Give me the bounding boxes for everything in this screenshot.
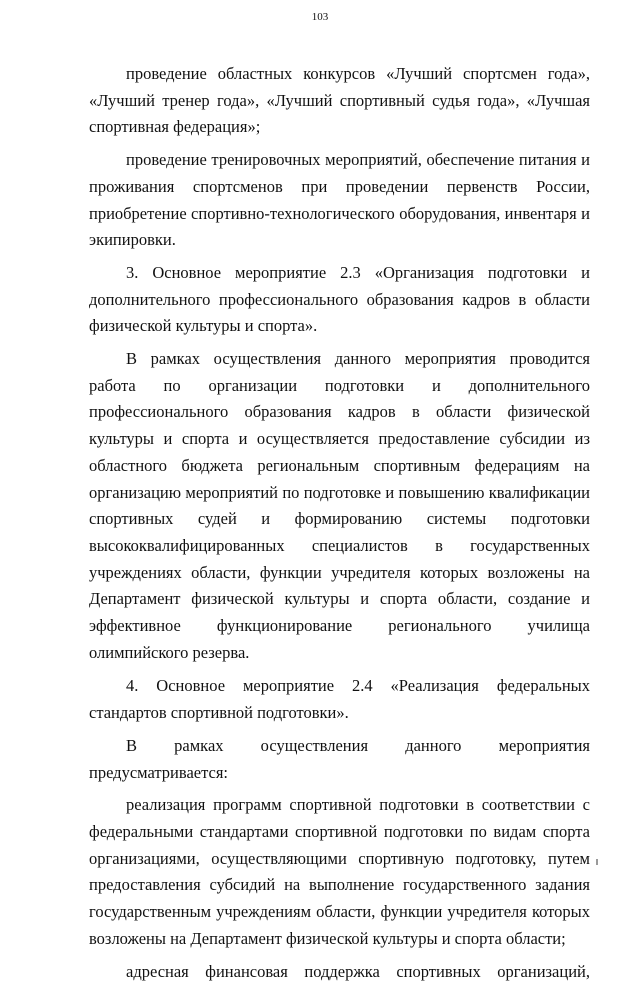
paragraph-training-events: проведение тренировочных мероприятий, обеспечение питания и проживания спортсменов при проведении первенств России, приобретение спортивно-технологического оборудования, инвентаря и экипировки.	[89, 147, 590, 254]
paragraph-main-activity-2-4: 4. Основное мероприятие 2.4 «Реализация федеральных стандартов спортивной подготовки».	[89, 673, 590, 726]
paragraph-sports-training-programs: реализация программ спортивной подготовки в соответствии с федеральными стандартами спортивной подготовки по видам спорта организациями, осуществляющими спортивную подготовку, путем предоставления субсидий на выполнение государственного задания государственным учреждениям области, функции учредителя которых возложены на Департамент физической культуры и спорта области;	[89, 792, 590, 952]
paragraph-regional-contests: проведение областных конкурсов «Лучший спортсмен года», «Лучший тренер года», «Лучший спортивный судья года», «Лучшая спортивная федерация»;	[89, 61, 590, 141]
page-number: 103	[0, 11, 640, 23]
scan-mark	[596, 859, 598, 865]
paragraph-main-activity-2-3: 3. Основное мероприятие 2.3 «Организация подготовки и дополнительного профессионального образования кадров в области физической культуры и спорта».	[89, 260, 590, 340]
document-body	[89, 61, 590, 985]
paragraph-targeted-financial-support: адресная финансовая поддержка спортивных организаций,	[89, 959, 590, 985]
paragraph-activity-2-4-intro: В рамках осуществления данного мероприятия предусматривается:	[89, 733, 590, 786]
paragraph-activity-2-3-description: В рамках осуществления данного мероприятия проводится работа по организации подготовки и дополнительного профессионального образования кадров в области физической культуры и спорта и осуществляется предоставление субсидии из областного бюджета региональным спортивным федерациям на организацию мероприятий по подготовке и повышению квалификации спортивных судей и формированию системы подготовки высококвалифицированных специалистов в государственных учреждениях области, функции учредителя которых возложены на Департамент физической культуры и спорта области, создание и эффективное функционирование регионального училища олимпийского резерва.	[89, 346, 590, 666]
